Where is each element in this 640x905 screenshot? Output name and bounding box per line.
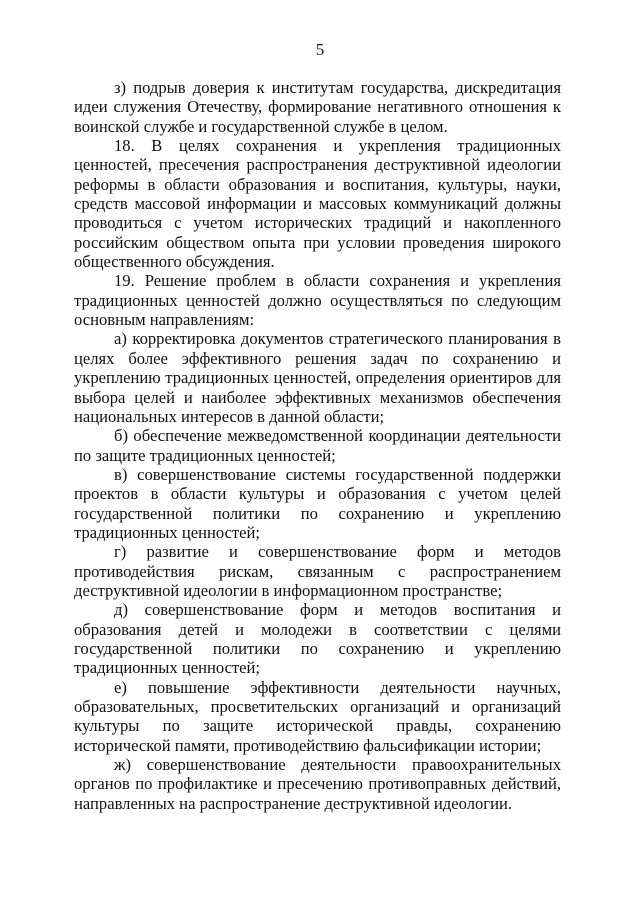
paragraph-item-g: г) развитие и совершенствование форм и методов противодействия рискам, связанным с распространением деструктивной идеологии в информационном пространстве;: [74, 542, 561, 600]
paragraph-18: 18. В целях сохранения и укрепления традиционных ценностей, пресечения распространения деструктивной идеологии реформы в области образования и воспитания, культуры, науки, средств массовой информации и массовых коммуникаций должны проводиться с учетом исторических традиций и накопленного российским обществом опыта при условии проведения широкого общественного обсуждения.: [74, 136, 561, 272]
paragraph-item-b: б) обеспечение межведомственной координации деятельности по защите традиционных ценностей;: [74, 426, 561, 465]
document-body: [74, 78, 561, 813]
paragraph-item-zh: ж) совершенствование деятельности правоохранительных органов по профилактике и пресечению противоправных действий, направленных на распространение деструктивной идеологии.: [74, 755, 561, 813]
page-number: 5: [315, 40, 325, 59]
paragraph-item-d: д) совершенствование форм и методов воспитания и образования детей и молодежи в соответствии с целями государственной политики по сохранению и укреплению традиционных ценностей;: [74, 600, 561, 678]
paragraph-item-a: а) корректировка документов стратегического планирования в целях более эффективного решения задач по сохранению и укреплению традиционных ценностей, определения ориентиров для выбора целей и наиболее эффективных механизмов обеспечения национальных интересов в данной области;: [74, 329, 561, 426]
paragraph-19: 19. Решение проблем в области сохранения и укрепления традиционных ценностей должно осуществляться по следующим основным направлениям:: [74, 271, 561, 330]
paragraph-item-e: е) повышение эффективности деятельности научных, образовательных, просветительских организаций и организаций культуры по защите исторической правды, сохранению исторической памяти, противодействию фальсификации истории;: [74, 677, 561, 755]
paragraph-item-v: в) совершенствование системы государственной поддержки проектов в области культуры и образования с учетом целей государственной политики по сохранению и укреплению традиционных ценностей;: [74, 464, 561, 542]
paragraph-item-z: з) подрыв доверия к институтам государства, дискредитация идеи служения Отечеству, формирование негативного отношения к воинской службе и государственной службе в целом.: [74, 78, 561, 136]
